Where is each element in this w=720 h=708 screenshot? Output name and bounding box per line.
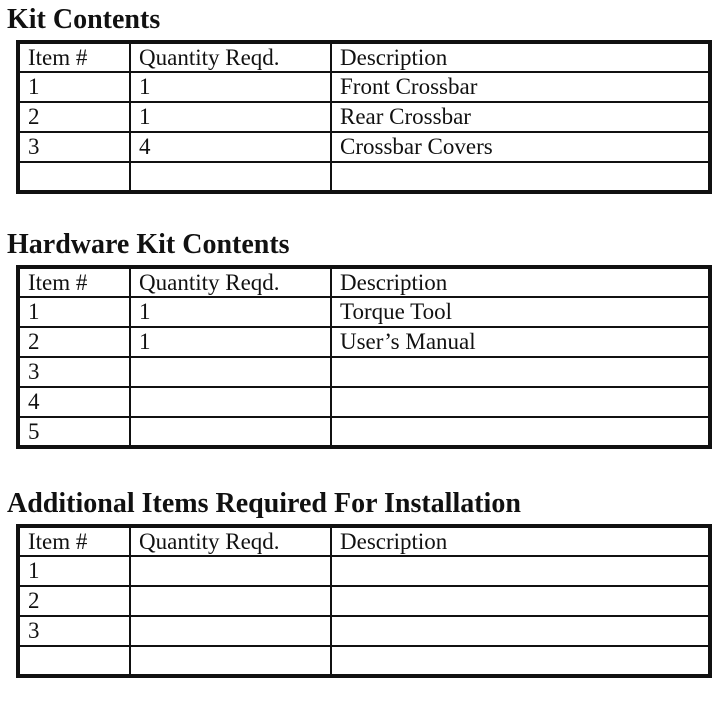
header-quantity-reqd: Quantity Reqd. — [130, 267, 331, 297]
cell-item-number — [18, 646, 130, 676]
cell-item-number: 1 — [18, 556, 130, 586]
cell-quantity — [130, 616, 331, 646]
cell-description: Torque Tool — [331, 297, 710, 327]
cell-description: User’s Manual — [331, 327, 710, 357]
header-item-number: Item # — [18, 526, 130, 556]
table-row — [18, 132, 710, 162]
table-row — [18, 72, 710, 102]
cell-quantity: 4 — [130, 132, 331, 162]
table-row — [18, 297, 710, 327]
cell-quantity — [130, 417, 331, 447]
header-quantity-reqd: Quantity Reqd. — [130, 42, 331, 72]
table-header-row — [18, 42, 710, 72]
cell-item-number: 2 — [18, 102, 130, 132]
cell-quantity: 1 — [130, 102, 331, 132]
cell-description — [331, 586, 710, 616]
cell-quantity — [130, 162, 331, 192]
header-description: Description — [331, 526, 710, 556]
cell-item-number: 3 — [18, 616, 130, 646]
table-header-row — [18, 526, 710, 556]
section-title-hardware-kit-contents: Hardware Kit Contents — [7, 229, 290, 260]
table-header-row — [18, 267, 710, 297]
table-row — [18, 646, 710, 676]
cell-description — [331, 357, 710, 387]
header-item-number: Item # — [18, 267, 130, 297]
table-row — [18, 327, 710, 357]
cell-description — [331, 417, 710, 447]
header-description: Description — [331, 267, 710, 297]
cell-description — [331, 162, 710, 192]
table-row — [18, 102, 710, 132]
cell-quantity — [130, 646, 331, 676]
cell-item-number: 1 — [18, 297, 130, 327]
cell-description — [331, 646, 710, 676]
cell-item-number: 2 — [18, 586, 130, 616]
cell-description — [331, 387, 710, 417]
cell-quantity: 1 — [130, 297, 331, 327]
cell-quantity: 1 — [130, 327, 331, 357]
cell-quantity: 1 — [130, 72, 331, 102]
header-quantity-reqd: Quantity Reqd. — [130, 526, 331, 556]
cell-description: Crossbar Covers — [331, 132, 710, 162]
hardware-kit-contents-table — [16, 265, 712, 449]
cell-quantity — [130, 357, 331, 387]
section-title-kit-contents: Kit Contents — [7, 4, 161, 35]
cell-description: Rear Crossbar — [331, 102, 710, 132]
additional-items-table — [16, 524, 712, 678]
cell-item-number: 5 — [18, 417, 130, 447]
cell-quantity — [130, 556, 331, 586]
cell-item-number: 1 — [18, 72, 130, 102]
table-row — [18, 357, 710, 387]
cell-quantity — [130, 586, 331, 616]
cell-item-number: 3 — [18, 132, 130, 162]
header-item-number: Item # — [18, 42, 130, 72]
table-row — [18, 162, 710, 192]
kit-contents-table — [16, 40, 712, 194]
table-row — [18, 616, 710, 646]
header-description: Description — [331, 42, 710, 72]
cell-description: Front Crossbar — [331, 72, 710, 102]
table-row — [18, 556, 710, 586]
cell-quantity — [130, 387, 331, 417]
table-row — [18, 417, 710, 447]
table-row — [18, 387, 710, 417]
cell-description — [331, 616, 710, 646]
cell-item-number — [18, 162, 130, 192]
cell-item-number: 2 — [18, 327, 130, 357]
cell-description — [331, 556, 710, 586]
table-row — [18, 586, 710, 616]
cell-item-number: 3 — [18, 357, 130, 387]
cell-item-number: 4 — [18, 387, 130, 417]
section-title-additional-items: Additional Items Required For Installation — [7, 488, 521, 519]
